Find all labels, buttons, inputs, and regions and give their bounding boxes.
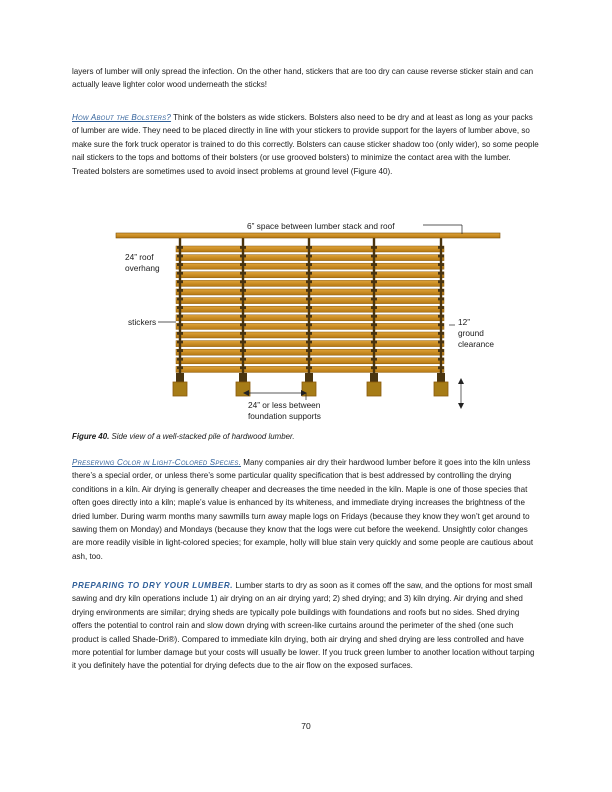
- sticker-column: [440, 238, 442, 375]
- paragraph-text: Think of the bolsters as wide stickers. Bolsters also need to be dry and at least as long as your packs of lumber are wide. They need to be placed directly in line with your stickers to provide support for the layers of lumber above, so make sure the fork truck operator is trained to do this correctly. Bolsters can cause sticker shadow too (only wider), so some people nail stickers to the tops and bottoms of their bolsters (or use grooved bolsters) to minimize the contact area with the lumber. Treated bolsters are sometimes used to avoid insect problems at ground level (Figure 40).: [72, 113, 539, 176]
- clearance-arrow-top: [458, 378, 464, 384]
- label-clearance-line1: 12”: [458, 317, 470, 327]
- figure-caption: [72, 432, 295, 441]
- sticker-column: [242, 238, 244, 375]
- page-number: 70: [301, 721, 311, 731]
- label-stickers: stickers: [128, 317, 157, 327]
- sticker-column: [373, 238, 375, 375]
- paragraph-text: Many companies air dry their hardwood lumber before it goes into the kiln unless there’s a special order, or unless there’s some particular quality specification that is best addressed by controlling the drying conditions in a kiln. Air drying is generally cheaper and decreases the time needed in the kiln. Maple is one of those species that often goes directly into a kiln; maple’s value is enhanced by its whiteness, and immediate drying increases the brightness of the dried lumber. During warm months many sawmills turn away maple logs on Fridays (because they know they won’t get around to sawing them on Monday) and Mondays (because they know that the logs were cut before the weekend. Unsightly color changes are more readily visible in light-colored species; for example, holly will blue stain very quickly and some people are cautious about ash, too.: [72, 458, 534, 561]
- label-foundation-line2: foundation supports: [248, 411, 321, 421]
- sticker-column: [308, 238, 310, 375]
- label-clearance-line2: ground: [458, 328, 484, 338]
- paragraph-preparing: [72, 579, 540, 673]
- foundation-support: [173, 382, 187, 396]
- clearance-arrow-bottom: [458, 403, 464, 409]
- label-overhang-line1: 24” roof: [125, 252, 154, 262]
- bolster: [176, 373, 184, 382]
- label-overhang-line2: overhang: [125, 263, 160, 273]
- paragraph-stickers-end: [72, 65, 540, 92]
- label-roof-space: 6” space between lumber stack and roof: [247, 221, 395, 231]
- sticker-column: [179, 238, 181, 375]
- label-clearance-line3: clearance: [458, 339, 494, 349]
- lumber-stack-figure: [0, 210, 612, 425]
- foundation-support: [367, 382, 381, 396]
- foundation-supports: [173, 373, 448, 396]
- paragraph-text: layers of lumber will only spread the infection. On the other hand, stickers that are too dry can cause reverse sticker stain and can actually leave lighter color wood underneath the sticks!: [72, 67, 534, 90]
- section-lead-bolsters[interactable]: How About the Bolsters?: [72, 113, 172, 122]
- bolster: [370, 373, 378, 382]
- foundation-support: [434, 382, 448, 396]
- roof-board: [116, 233, 500, 238]
- figure-label: Figure 40.: [72, 432, 110, 441]
- paragraph-preserving-color: [72, 456, 540, 563]
- section-lead-preserving-color[interactable]: Preserving Color in Light-Colored Species.: [72, 458, 242, 467]
- paragraph-text: Lumber starts to dry as soon as it comes off the saw, and the options for most small sawing and dry kiln operations include 1) air drying on an air drying yard; 2) shed drying; and 3) kiln drying. Air drying and shed drying environments are similar; drying sheds are typically pole buildings with foundations and roofs but no sides. Shed drying offers the potential to control rain and slow down drying with screen-like curtains around the perimeter of the shed (one such product is called Shade-Dri®). Compared to immediate kiln drying, both air drying and shed drying are less controlled and have more potential for lumber damage but your costs will usually be lower. If you truck green lumber to another location without tarping it you definitely have the potential for drying defects due to the air flow on the exposed surfaces.: [72, 581, 535, 671]
- caption-text: Side view of a well-stacked pile of hardwood lumber.: [109, 432, 295, 441]
- bolster: [305, 373, 313, 382]
- bolster: [239, 373, 247, 382]
- section-heading-preparing: PREPARING TO DRY YOUR LUMBER.: [72, 581, 234, 590]
- paragraph-bolsters: [72, 111, 540, 178]
- label-foundation-line1: 24” or less between: [248, 400, 321, 410]
- bolster: [437, 373, 445, 382]
